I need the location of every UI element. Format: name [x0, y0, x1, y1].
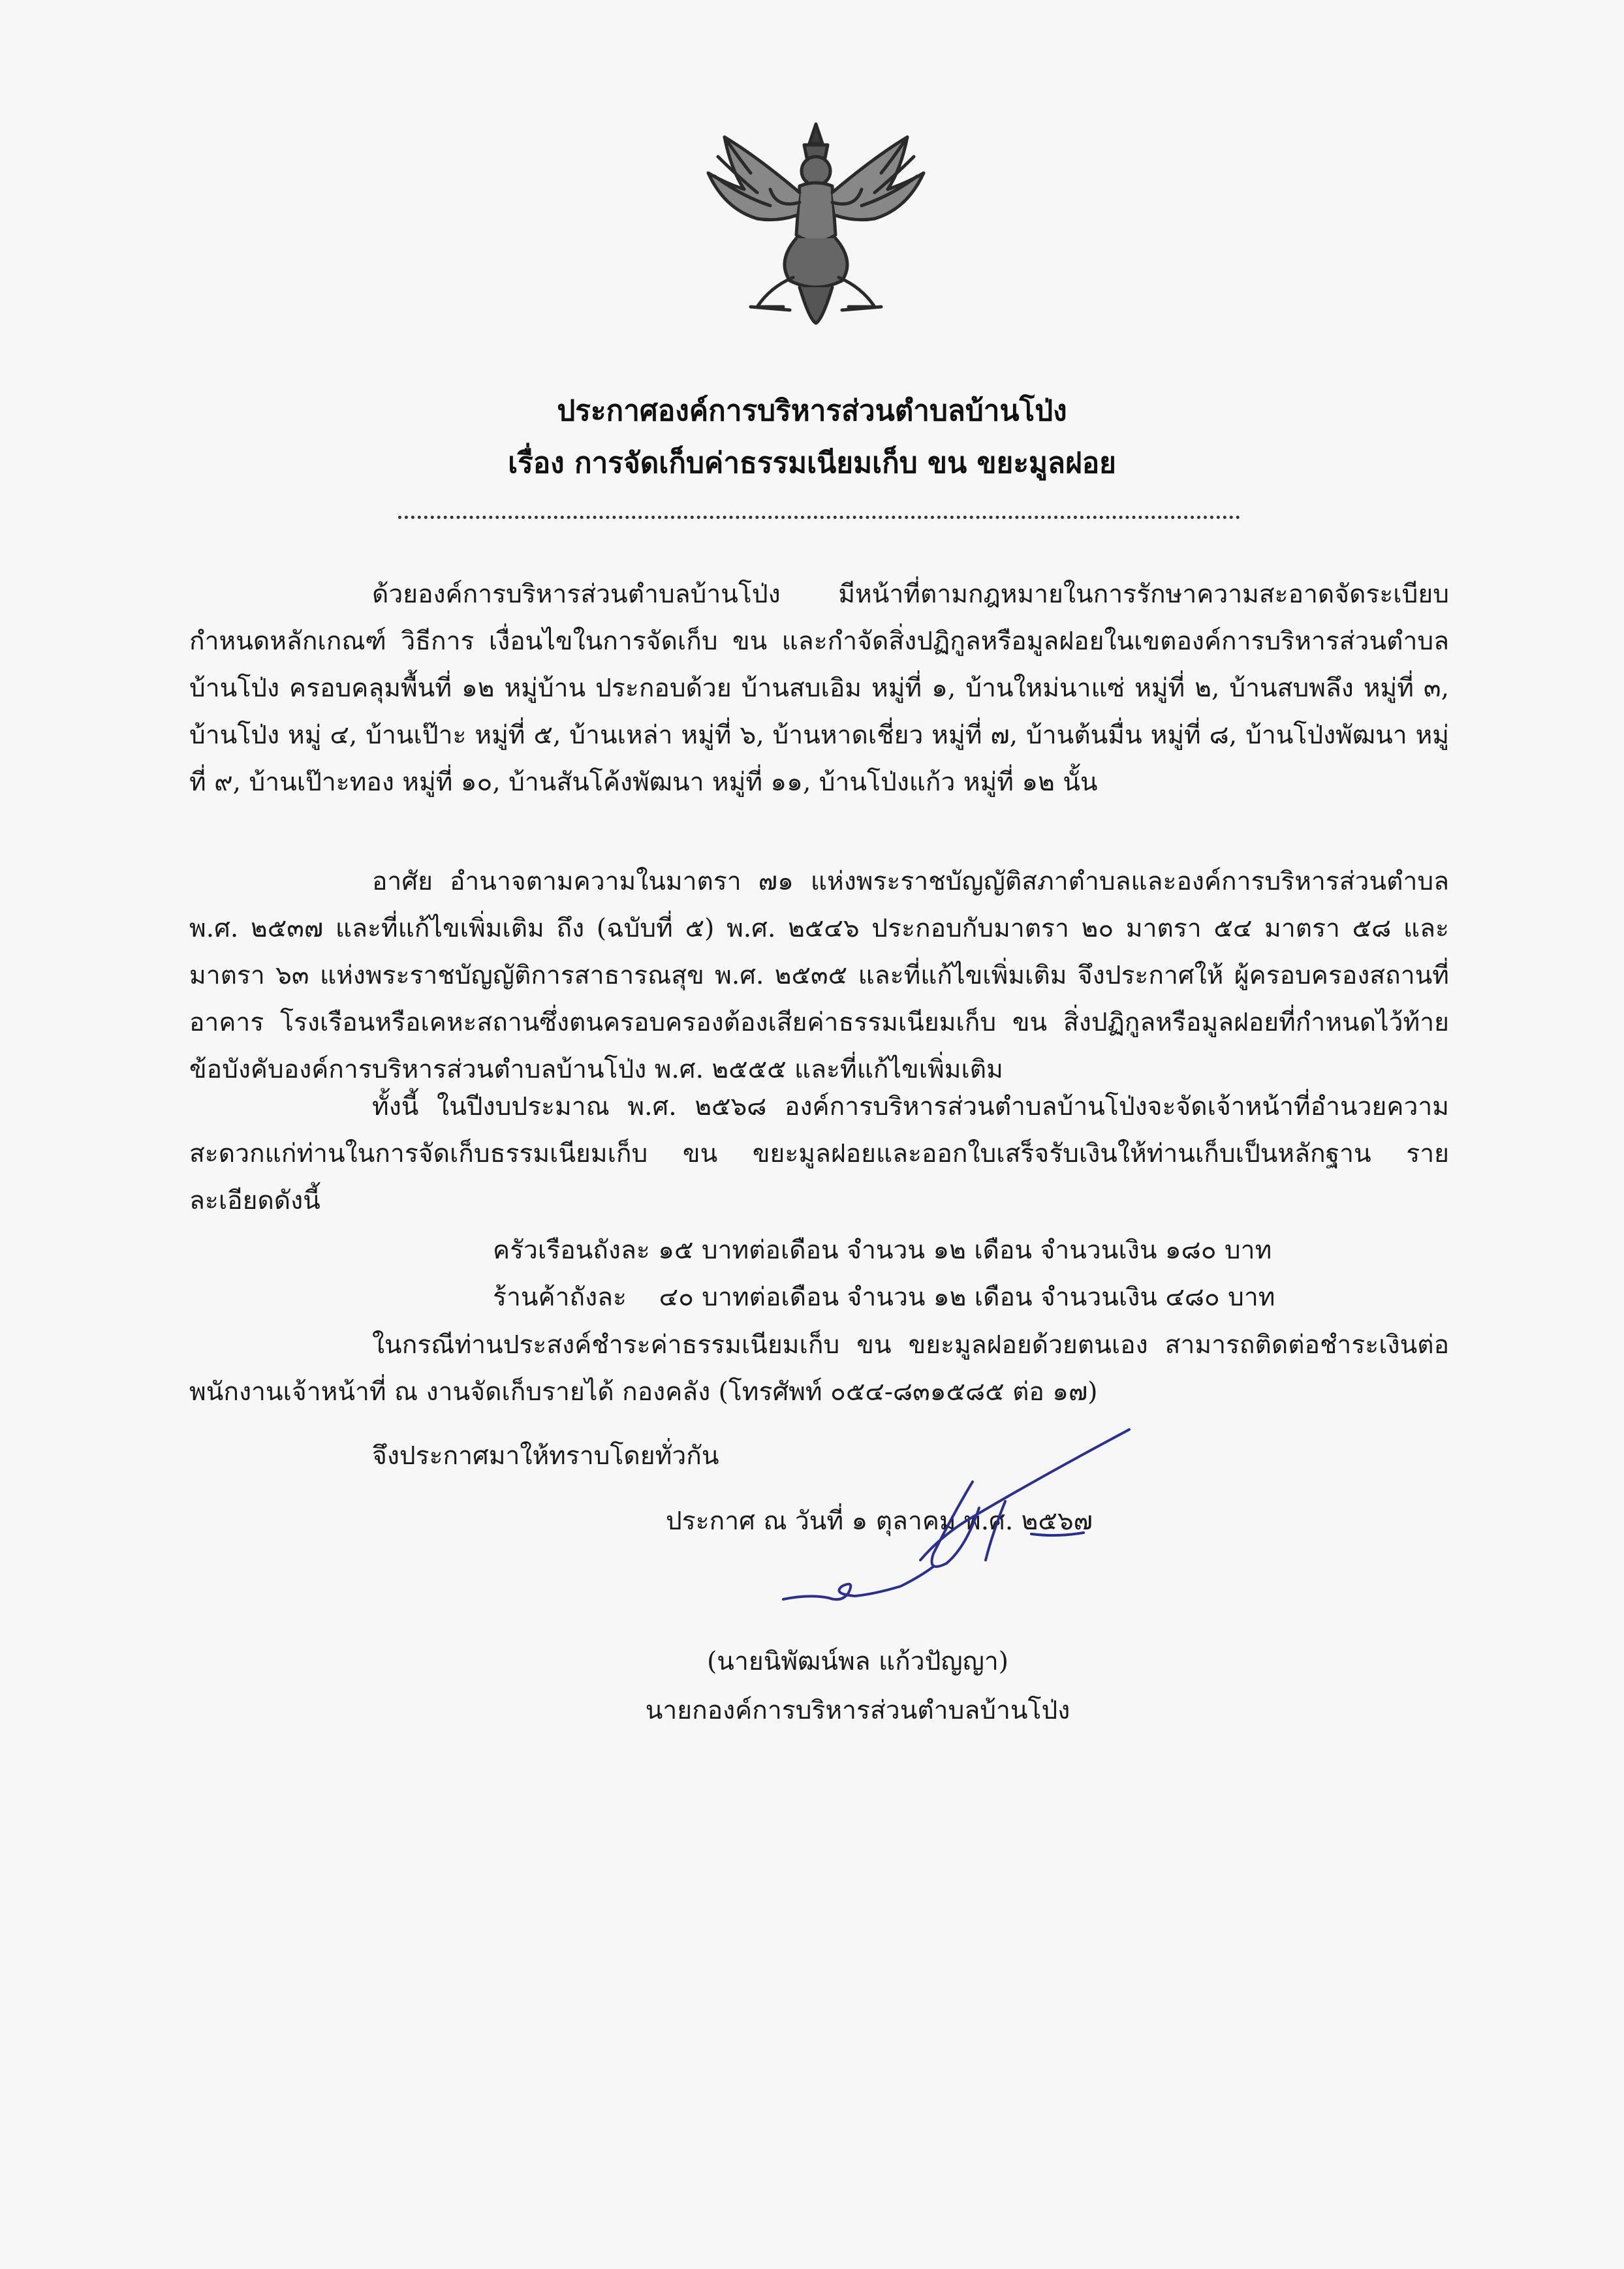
paragraph-3: [189, 1084, 1449, 1225]
announcement-title: ประกาศองค์การบริหารส่วนตำบลบ้านโป่ง: [557, 394, 1067, 428]
announcement-date: ประกาศ ณ วันที่ ๑ ตุลาคม พ.ศ. ๒๕๖๗: [666, 1507, 1093, 1536]
paragraph-2-text: อาศัย อำนาจตามความในมาตรา ๗๑ แห่งพระราชบัญญัติสภาตำบลและองค์การบริหารส่วนตำบล พ.ศ. ๒๕๓๗ และที่แก้ไขเพิ่มเติม ถึง (ฉบับที่ ๕) พ.ศ. ๒๕๔๖ ประกอบกับมาตรา ๒๐ มาตรา ๕๔ มาตรา ๕๘ และมาตรา ๖๓ แห่งพระราชบัญญัติการสาธารณสุข พ.ศ. ๒๕๓๕ และที่แก้ไขเพิ่มเติม จึงประกาศให้ ผู้ครอบครองสถานที่ อาคาร โรงเรือนหรือเคหะสถานซึ่งตนครอบครองต้องเสียค่าธรรมเนียมเก็บ ขน สิ่งปฏิกูลหรือมูลฝอยที่กำหนดไว้ท้ายข้อบังคับองค์การบริหารส่วนตำบลบ้านโป่ง พ.ศ. ๒๕๕๕ และที่แก้ไขเพิ่มเติม: [189, 867, 1449, 1084]
handwritten-signature: [770, 1423, 1136, 1619]
paragraph-1: [189, 571, 1449, 806]
garuda-emblem-icon: [679, 111, 953, 333]
title-divider: [398, 516, 1240, 519]
fee-household: ครัวเรือนถังละ ๑๕ บาทต่อเดือน จำนวน ๑๒ เดือน จำนวนเงิน ๑๘๐ บาท: [493, 1236, 1272, 1265]
fee-shop: ร้านค้าถังละ ๔๐ บาทต่อเดือน จำนวน ๑๒ เดือน จำนวนเงิน ๔๘๐ บาท: [493, 1283, 1275, 1312]
paragraph-1-text: ด้วยองค์การบริหารส่วนตำบลบ้านโป่ง มีหน้าที่ตามกฎหมายในการรักษาความสะอาดจัดระเบียบ กำหนดหลักเกณฑ์ วิธีการ เงื่อนไขในการจัดเก็บ ขน และกำจัดสิ่งปฏิกูลหรือมูลฝอยในเขตองค์การบริหารส่วนตำบลบ้านโป่ง ครอบคลุมพื้นที่ ๑๒ หมู่บ้าน ประกอบด้วย บ้านสบเอิม หมู่ที่ ๑, บ้านใหม่นาแซ่ หมู่ที่ ๒, บ้านสบพลึง หมู่ที่ ๓, บ้านโป่ง หมู่ ๔, บ้านเป๊าะ หมู่ที่ ๕, บ้านเหล่า หมู่ที่ ๖, บ้านหาดเชี่ยว หมู่ที่ ๗, บ้านต้นมื่น หมู่ที่ ๘, บ้านโป่งพัฒนา หมู่ที่ ๙, บ้านเป๊าะทอง หมู่ที่ ๑๐, บ้านสันโค้งพัฒนา หมู่ที่ ๑๑, บ้านโป่งแก้ว หมู่ที่ ๑๒ นั้น: [189, 580, 1449, 797]
announcement-subject: เรื่อง การจัดเก็บค่าธรรมเนียมเก็บ ขน ขยะมูลฝอย: [508, 446, 1116, 480]
paragraph-3-text: ทั้งนี้ ในปีงบประมาณ พ.ศ. ๒๕๖๘ องค์การบริหารส่วนตำบลบ้านโป่งจะจัดเจ้าหน้าที่อำนวยความสะดวกแก่ท่านในการจัดเก็บธรรมเนียมเก็บ ขน ขยะมูลฝอยและออกใบเสร็จรับเงินให้ท่านเก็บเป็นหลักฐาน รายละเอียดดังนี้: [189, 1092, 1449, 1215]
signer-name: (นายนิพัฒน์พล แก้วปัญญา): [707, 1647, 1008, 1676]
paragraph-4: [189, 1322, 1449, 1416]
signer-position: นายกองค์การบริหารส่วนตำบลบ้านโป่ง: [645, 1696, 1070, 1725]
paragraph-4-text: ในกรณีท่านประสงค์ชำระค่าธรรมเนียมเก็บ ขน ขยะมูลฝอยด้วยตนเอง สามารถติดต่อชำระเงินต่อพนักงานเจ้าหน้าที่ ณ งานจัดเก็บรายได้ กองคลัง (โทรศัพท์ ๐๕๔-๘๓๑๕๘๕ ต่อ ๑๗): [189, 1330, 1449, 1407]
closing-statement: จึงประกาศมาให้ทราบโดยทั่วกัน: [372, 1441, 719, 1471]
paragraph-2: [189, 858, 1449, 1093]
